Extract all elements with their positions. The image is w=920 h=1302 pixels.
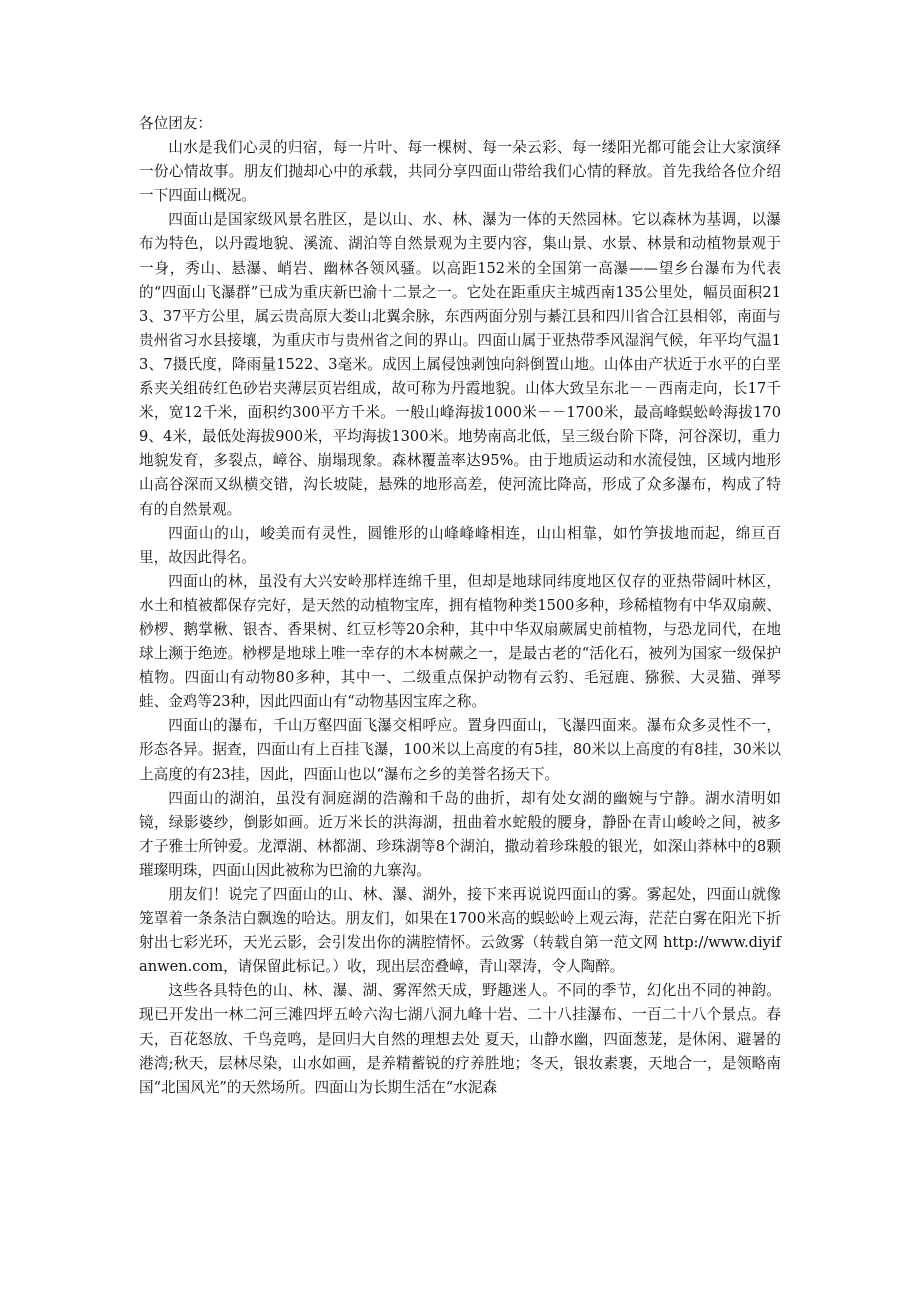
paragraph-seasons: 这些各具特色的山、林、瀑、湖、雾浑然天成，野趣迷人。不同的季节，幻化出不同的神韵。现已开发出一林二河三滩四坪五岭六沟七湖八洞九峰十岩、二十八挂瀑布、一百二十八个景点。春天，百花怒放、千鸟竞鸣，是回归大自然的理想去处 夏天，山静水幽，四面葱茏，是休闲、避暑的港湾;秋天，层林尽染，山水如画，是养精蓄锐的疗养胜地；冬天，银妆素裹，天地合一，是领略南国“北国风光”的天然场所。四面山为长期生活在“水泥森 <box>139 982 781 1096</box>
paragraph-waterfalls: 四面山的瀑布，千山万壑四面飞瀑交相呼应。置身四面山，飞瀑四面来。瀑布众多灵性不一，形态各异。据查，四面山有上百挂飞瀑，100米以上高度的有5挂，80米以上高度的有8挂，30米以上高度的有23挂，因此，四面山也以“瀑布之乡的美誉名扬天下。 <box>139 717 781 783</box>
greeting-line: 各位团友： <box>139 115 212 132</box>
paragraph-forest: 四面山的林，虽没有大兴安岭那样连绵千里，但却是地球同纬度地区仅存的亚热带阔叶林区，水土和植被都保存完好，是天然的动植物宝库，拥有植物种类1500多种，珍稀植物有中华双扇蕨、桫椤、鹅掌楸、银杏、香果树、红豆杉等20余种，其中中华双扇蕨属史前植物，与恐龙同代，在地球上濒于绝迹。桫椤是地球上唯一幸存的木本树蕨之一，是最古老的“活化石，被列为国家一级保护植物。四面山有动物80多种，其中一、二级重点保护动物有云豹、毛冠鹿、猕猴、大灵猫、弹琴蛙、金鸡等23种，因此四面山有“动物基因宝库之称。 <box>139 572 781 711</box>
paragraph-mountains: 四面山的山，峻美而有灵性，圆锥形的山峰峰峰相连，山山相靠，如竹笋拔地而起，绵亘百里，故因此得名。 <box>139 524 781 566</box>
document-body <box>139 112 781 1100</box>
paragraph-intro: 山水是我们心灵的归宿，每一片叶、每一棵树、每一朵云彩、每一缕阳光都可能会让大家演绎一份心情故事。朋友们抛却心中的承载，共同分享四面山带给我们心情的释放。首先我给各位介绍一下四面山概况。 <box>139 139 781 205</box>
paragraph-lakes: 四面山的湖泊，虽没有洞庭湖的浩瀚和千岛的曲折，却有处女湖的幽婉与宁静。湖水清明如镜，绿影婆纱，倒影如画。近万米长的洪海湖，扭曲着水蛇般的腰身，静卧在青山峻岭之间，被多才子雅士所钟爱。龙潭湖、林都湖、珍珠湖等8个湖泊，撒动着珍珠般的银光，如深山莽林中的8颗璀璨明珠，四面山因此被称为巴渝的九寨沟。 <box>139 789 781 879</box>
paragraph-fog: 朋友们！说完了四面山的山、林、瀑、湖外，接下来再说说四面山的雾。雾起处，四面山就像笼罩着一条条洁白飘逸的哈达。朋友们，如果在1700米高的蜈蚣岭上观云海，茫茫白雾在阳光下折射出七彩光环，天光云影，会引发出你的满腔情怀。云敛雾（转载自第一范文网 http://www.diyifanwen.com，请保留此标记。）收，现出层峦叠嶂，青山翠涛，令人陶醉。 <box>139 886 781 976</box>
paragraph-overview: 四面山是国家级风景名胜区，是以山、水、林、瀑为一体的天然园林。它以森林为基调，以瀑布为特色，以丹霞地貌、溪流、湖泊等自然景观为主要内容，集山景、水景、林景和动植物景观于一身，秀山、悬瀑、峭岩、幽林各领风骚。以高距152米的全国第一高瀑——望乡台瀑布为代表的“四面山飞瀑群”已成为重庆新巴渝十二景之一。它处在距重庆主城西南135公里处，幅员面积213、37平方公里，属云贵高原大娄山北翼余脉，东西两面分别与綦江县和四川省合江县相邻，南面与贵州省习水县接壤，为重庆市与贵州省之间的界山。四面山属于亚热带季风湿润气候，年平均气温13、7摄氏度，降雨量1522、3毫米。成因上属侵蚀剥蚀向斜倒置山地。山体由产状近于水平的白垩系夹关组砖红色砂岩夹薄层页岩组成，故可称为丹霞地貌。山体大致呈东北－－西南走向，长17千米，宽12千米，面积约300平方千米。一般山峰海拔1000米－－1700米，最高峰蜈蚣岭海拔1709、4米，最低处海拔900米，平均海拔1300米。地势南高北低，呈三级台阶下降，河谷深切，重力地貌发育，多裂点，嶂谷、崩塌现象。森林覆盖率达95%。由于地质运动和水流侵蚀，区域内地形山高谷深而又纵横交错，沟长坡陡，悬殊的地形高差，使河流比降高，形成了众多瀑布，构成了特有的自然景观。 <box>139 211 781 518</box>
